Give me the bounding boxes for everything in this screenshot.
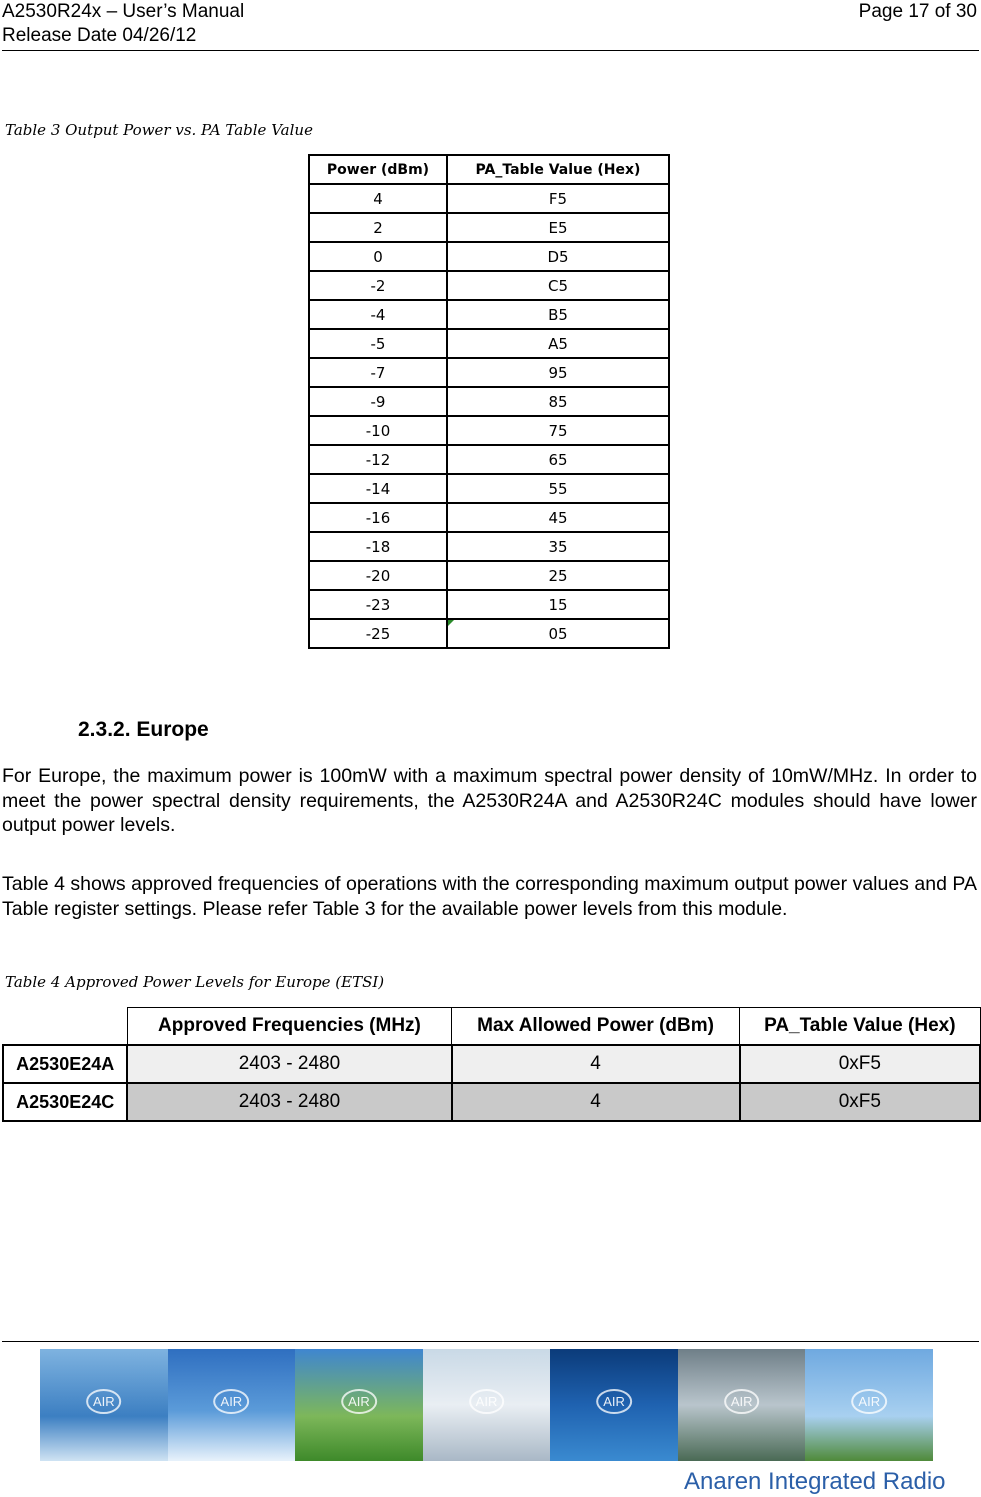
table-row <box>309 532 669 561</box>
table-row <box>309 358 669 387</box>
table-row <box>309 503 669 532</box>
pa-cell: 0xF5 <box>740 1045 980 1083</box>
table-row <box>3 1083 980 1121</box>
table3-header-pa: PA_Table Value (Hex) <box>447 155 669 184</box>
power-cell: 2 <box>309 213 447 242</box>
table4-header-power: Max Allowed Power (dBm) <box>452 1008 740 1046</box>
footer-banner <box>40 1349 933 1461</box>
brand-logo-text: Anaren Integrated Radio <box>684 1468 946 1495</box>
comment-marker-icon <box>448 620 454 626</box>
power-cell: 4 <box>452 1045 740 1083</box>
table3-caption: Table 3 Output Power vs. PA Table Value <box>5 121 313 139</box>
freq-cell: 2403 - 2480 <box>127 1045 451 1083</box>
air-logo-icon: AIR <box>724 1389 760 1414</box>
paragraph-europe-power: For Europe, the maximum power is 100mW with a maximum spectral power density of 10mW/MHz. In order to meet the power spectral density requirements, the A2530R24A and A2530R24C modules should have lower output power levels. <box>2 765 977 836</box>
table-row <box>309 474 669 503</box>
table-row <box>309 561 669 590</box>
air-logo-icon: AIR <box>214 1389 250 1414</box>
air-logo-icon: AIR <box>851 1389 887 1414</box>
table4-header-pa: PA_Table Value (Hex) <box>740 1008 980 1046</box>
pa-cell: 0xF5 <box>740 1083 980 1121</box>
banner-tile-ski <box>168 1349 296 1461</box>
table-row <box>309 300 669 329</box>
table-row <box>309 387 669 416</box>
power-cell: -4 <box>309 300 447 329</box>
page-number: Page 17 of 30 <box>858 1 977 22</box>
pa-cell-value: 05 <box>548 624 568 643</box>
approved-power-table <box>2 1007 981 1122</box>
freq-cell: 2403 - 2480 <box>127 1083 451 1121</box>
table4-header-freq: Approved Frequencies (MHz) <box>127 1008 451 1046</box>
air-logo-icon: AIR <box>86 1389 122 1414</box>
air-logo-icon: AIR <box>596 1389 632 1414</box>
air-logo-icon: AIR <box>341 1389 377 1414</box>
section-heading: 2.3.2. Europe <box>78 718 209 741</box>
air-logo-icon: AIR <box>469 1389 505 1414</box>
page-header <box>2 0 979 51</box>
table-row <box>309 271 669 300</box>
power-cell: -25 <box>309 619 447 648</box>
footer-divider <box>2 1341 979 1342</box>
power-cell: 4 <box>309 184 447 213</box>
table-row <box>309 329 669 358</box>
table-row <box>309 619 669 648</box>
pa-cell: A5 <box>447 329 669 358</box>
pa-cell: 85 <box>447 387 669 416</box>
power-cell: -2 <box>309 271 447 300</box>
table4-caption: Table 4 Approved Power Levels for Europe (ETSI) <box>5 973 385 991</box>
power-cell: -14 <box>309 474 447 503</box>
banner-tile-kayak <box>678 1349 806 1461</box>
table-row <box>309 445 669 474</box>
pa-cell: D5 <box>447 242 669 271</box>
table-row <box>309 184 669 213</box>
table-row <box>309 590 669 619</box>
pa-cell: 75 <box>447 416 669 445</box>
power-cell: -20 <box>309 561 447 590</box>
banner-tile-snow <box>423 1349 551 1461</box>
pa-cell <box>447 619 669 648</box>
paragraph-table4-reference: Table 4 shows approved frequencies of operations with the corresponding maximum output power values and PA Table register settings. Please refer Table 3 for the available power levels from this module. <box>2 873 977 920</box>
power-cell: -23 <box>309 590 447 619</box>
pa-cell: 95 <box>447 358 669 387</box>
banner-tile-bike <box>295 1349 423 1461</box>
power-cell: -18 <box>309 532 447 561</box>
pa-cell: 15 <box>447 590 669 619</box>
power-cell: 4 <box>452 1083 740 1121</box>
table-row <box>3 1045 980 1083</box>
power-cell: 0 <box>309 242 447 271</box>
banner-tile-snowboard <box>40 1349 168 1461</box>
table4-corner <box>3 1008 127 1046</box>
pa-cell: 65 <box>447 445 669 474</box>
pa-cell: 45 <box>447 503 669 532</box>
pa-cell: E5 <box>447 213 669 242</box>
output-power-table <box>308 154 670 649</box>
release-date: Release Date 04/26/12 <box>2 25 197 46</box>
module-label: A2530E24C <box>3 1083 127 1121</box>
table-row <box>309 416 669 445</box>
table3-header-power: Power (dBm) <box>309 155 447 184</box>
table-row <box>309 213 669 242</box>
pa-cell: F5 <box>447 184 669 213</box>
power-cell: -7 <box>309 358 447 387</box>
pa-cell: 55 <box>447 474 669 503</box>
table-row <box>309 242 669 271</box>
power-cell: -10 <box>309 416 447 445</box>
pa-cell: 35 <box>447 532 669 561</box>
power-cell: -5 <box>309 329 447 358</box>
banner-tile-windsurf <box>550 1349 678 1461</box>
pa-cell: 25 <box>447 561 669 590</box>
pa-cell: B5 <box>447 300 669 329</box>
power-cell: -9 <box>309 387 447 416</box>
power-cell: -16 <box>309 503 447 532</box>
power-cell: -12 <box>309 445 447 474</box>
document-title: A2530R24x – User’s Manual <box>2 1 245 22</box>
pa-cell: C5 <box>447 271 669 300</box>
banner-tile-skate <box>805 1349 933 1461</box>
module-label: A2530E24A <box>3 1045 127 1083</box>
